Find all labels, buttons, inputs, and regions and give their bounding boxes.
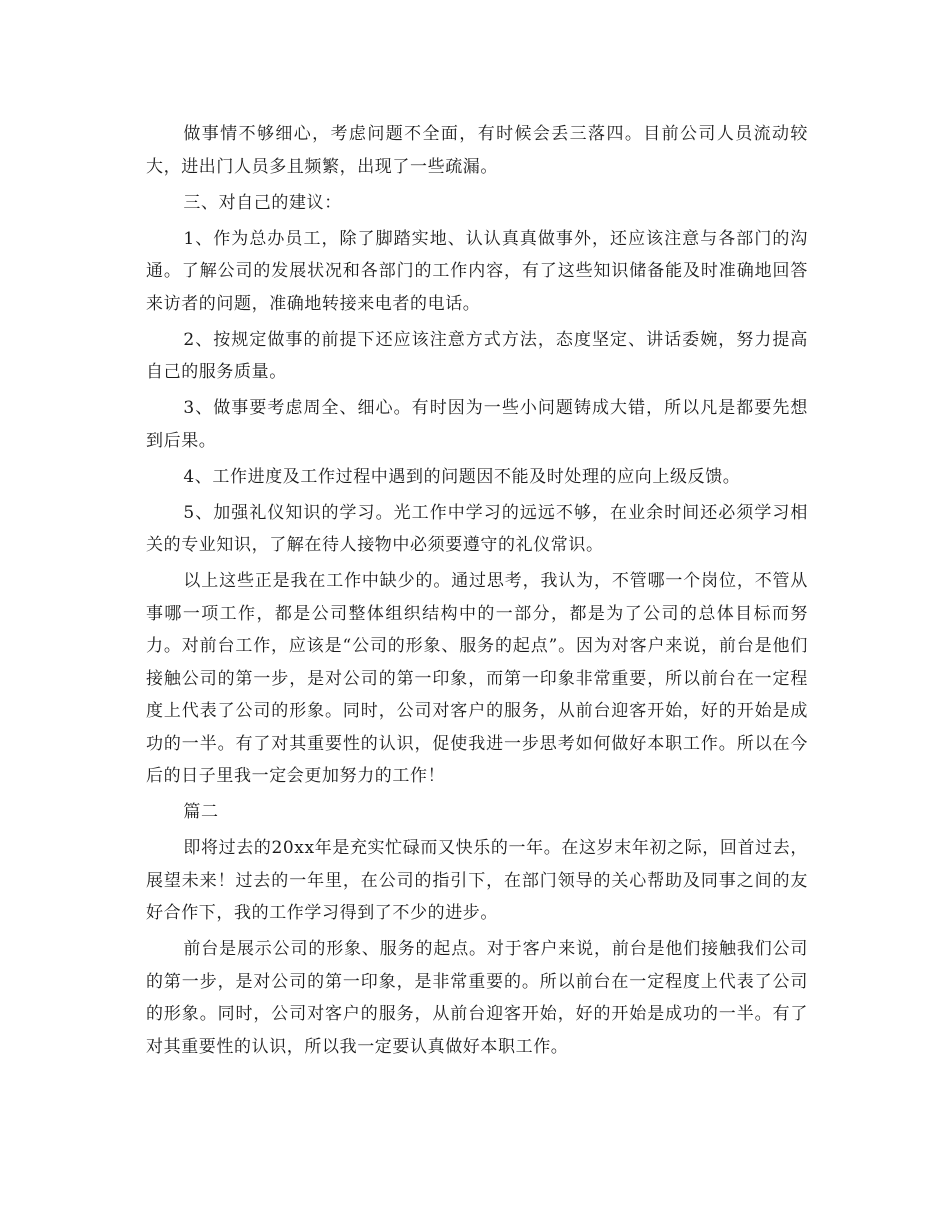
paragraph-conclusion: 以上这些正是我在工作中缺少的。通过思考，我认为，不管哪一个岗位，不管从事哪一项工作，都是公司整体组织结构中的一部分，都是为了公司的总体目标而努力。对前台工作，应该是“公司的形象、服务的起点”。因为对客户来说，前台是他们接触公司的第一步，是对公司的第一印象，而第一印象非常重要，所以前台在一定程度上代表了公司的形象。同时，公司对客户的服务，从前台迎客开始，好的开始是成功的一半。有了对其重要性的认识，促使我进一步思考如何做好本职工作。所以在今后的日子里我一定会更加努力的工作！: [146, 571, 808, 786]
suggestion-item-2: 2、按规定做事的前提下还应该注意方式方法，态度坚定、讲话委婉，努力提高自己的服务质量。: [146, 329, 808, 382]
paragraph-carelessness: 做事情不够细心，考虑问题不全面，有时候会丢三落四。目前公司人员流动较大，进出门人员多且频繁，出现了一些疏漏。: [146, 124, 808, 177]
paragraph-year-review: 即将过去的20xx年是充实忙碌而又快乐的一年。在这岁末年初之际，回首过去，展望未来！过去的一年里，在公司的指引下，在部门领导的关心帮助及同事之间的友好合作下，我的工作学习得到了不少的进步。: [146, 838, 808, 923]
suggestion-item-1: 1、作为总办员工，除了脚踏实地、认认真真做事外，还应该注意与各部门的沟通。了解公司的发展状况和各部门的工作内容，有了这些知识储备能及时准确地回答来访者的问题，准确地转接来电者的电话。: [146, 228, 808, 314]
paragraph-front-desk: 前台是展示公司的形象、服务的起点。对于客户来说，前台是他们接触我们公司的第一步，是对公司的第一印象，是非常重要的。所以前台在一定程度上代表了公司的形象。同时，公司对客户的服务，从前台迎客开始，好的开始是成功的一半。有了对其重要性的认识，所以我一定要认真做好本职工作。: [146, 939, 808, 1057]
suggestion-item-3: 3、做事要考虑周全、细心。有时因为一些小问题铸成大错，所以凡是都要先想到后果。: [146, 398, 808, 451]
suggestion-item-4: 4、工作进度及工作过程中遇到的问题因不能及时处理的应向上级反馈。: [183, 466, 741, 487]
document-body: [146, 118, 808, 1067]
suggestion-item-5: 5、加强礼仪知识的学习。光工作中学习的远远不够，在业余时间还必须学习相关的专业知识，了解在待人接物中必须要遵守的礼仪常识。: [146, 502, 808, 555]
section-heading-part-two: 篇二: [183, 802, 219, 822]
section-heading-suggestions: 三、对自己的建议：: [183, 192, 342, 213]
